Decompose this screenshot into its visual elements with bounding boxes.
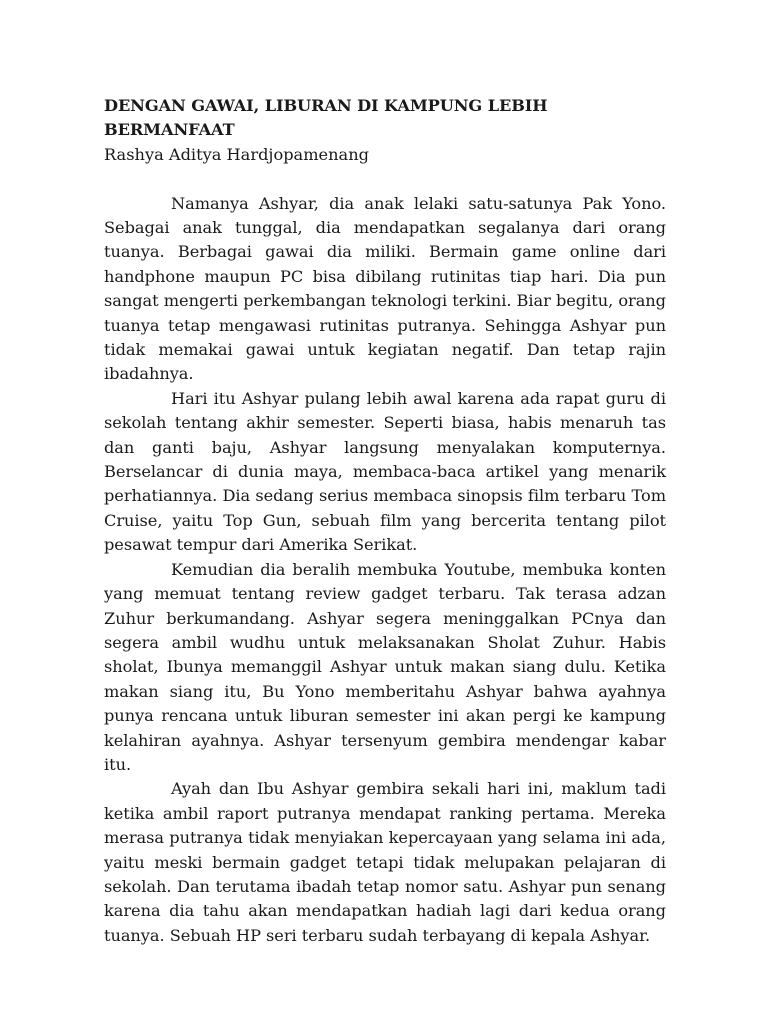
document-author: Rashya Aditya Hardjopamenang [104,144,369,164]
document-page [104,94,666,948]
paragraph-2: Hari itu Ashyar pulang lebih awal karena ada rapat guru di sekolah tentang akhir semester. Seperti biasa, habis menaruh tas dan ganti baju, Ashyar langsung menyalakan komputernya. Berselancar di dunia maya, membaca-baca artikel yang menarik perhatiannya. Dia sedang serius membaca sinopsis film terbaru Tom Cruise, yaitu Top Gun, sebuah film yang bercerita tentang pilot pesawat tempur dari Amerika Serikat. [104,388,666,555]
document-title: DENGAN GAWAI, LIBURAN DI KAMPUNG LEBIH BERMANFAAT [104,96,548,140]
paragraph-3: Kemudian dia beralih membuka Youtube, membuka konten yang memuat tentang review gadget terbaru. Tak terasa adzan Zuhur berkumandang. Ashyar segera meninggalkan PCnya dan segera ambil wudhu untuk melaksanakan Sholat Zuhur. Habis sholat, Ibunya memanggil Ashyar untuk makan siang dulu. Ketika makan siang itu, Bu Yono memberitahu Ashyar bahwa ayahnya punya rencana untuk liburan semester ini akan pergi ke kampung kelahiran ayahnya. Ashyar tersenyum gembira mendengar kabar itu. [104,559,666,774]
paragraph-4: Ayah dan Ibu Ashyar gembira sekali hari ini, maklum tadi ketika ambil raport putranya mendapat ranking pertama. Mereka merasa putranya tidak menyiakan kepercayaan yang selama ini ada, yaitu meski bermain gadget tetapi tidak melupakan pelajaran di sekolah. Dan terutama ibadah tetap nomor satu. Ashyar pun senang karena dia tahu akan mendapatkan hadiah lagi dari kedua orang tuanya. Sebuah HP seri terbaru sudah terbayang di kepala Ashyar. [104,779,666,945]
paragraph-1: Namanya Ashyar, dia anak lelaki satu-satunya Pak Yono. Sebagai anak tunggal, dia mendapatkan segalanya dari orang tuanya. Berbagai gawai dia miliki. Bermain game online dari handphone maupun PC bisa dibilang rutinitas tiap hari. Dia pun sangat mengerti perkembangan teknologi terkini. Biar begitu, orang tuanya tetap mengawasi rutinitas putranya. Sehingga Ashyar pun tidak memakai gawai untuk kegiatan negatif. Dan tetap rajin ibadahnya. [104,193,666,384]
